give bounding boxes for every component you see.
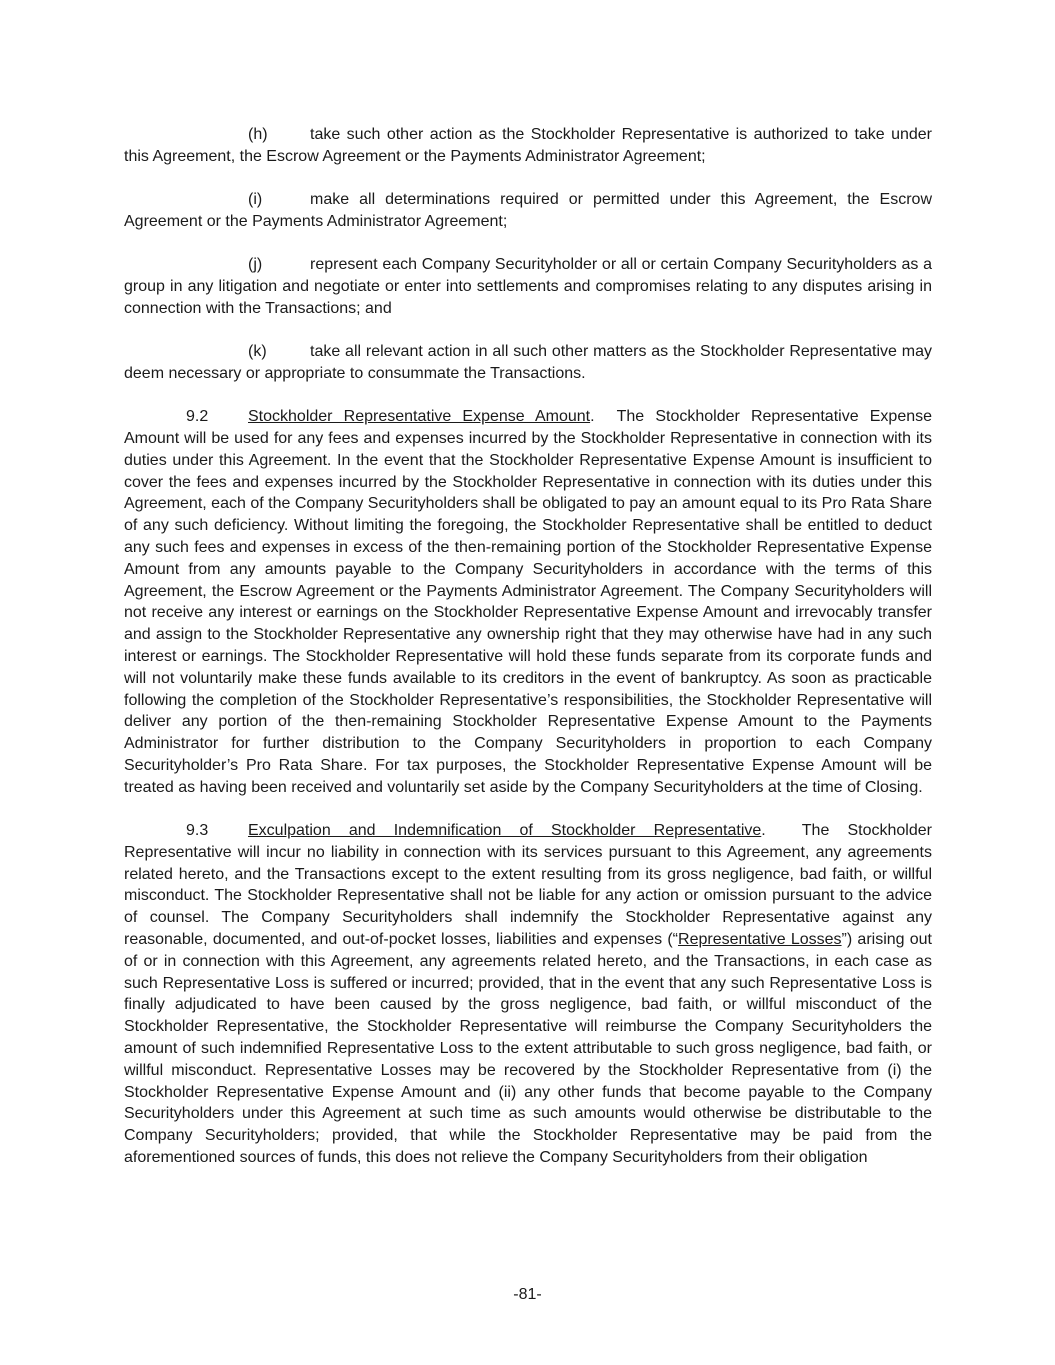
clause-text: take all relevant action in all such other matters as the Stockholder Representative may deem necessary or appropriate to consummate the Transactions.: [124, 343, 932, 382]
page-number: -81-: [513, 1286, 542, 1303]
section-number: 9.3: [186, 822, 209, 840]
section-body: The Stockholder Representative Expense Amount will be used for any fees and expenses incurred by the Stockholder Representative in connection with its duties under this Agreement. In the event that the Stockholder Representative Expense Amount is insufficient to cover the fees and expenses incurred by the Stockholder Representative in connection with its duties under this Agreement, each of the Company Securityholders shall be obligated to pay an amount equal to its Pro Rata Share of any such deficiency. Without limiting the foregoing, the Stockholder Representative shall be entitled to deduct any such fees and expenses in excess of the then-remaining portion of the Stockholder Representative Expense Amount from any amounts payable to the Company Securityholders in accordance with the terms of this Agreement, the Escrow Agreement or the Payments Administrator Agreement. The Company Securityholders will not receive any interest or earnings on the Stockholder Representative Expense Amount and irrevocably transfer and assign to the Stockholder Representative any ownership right that they may otherwise have had in any such interest or earnings. The Stockholder Representative will hold these funds separate from its corporate funds and will not voluntarily make these funds available to its creditors in the event of bankruptcy. As soon as practicable following the completion of the Stockholder Representative’s responsibilities, the Stockholder Representative will deliver any portion of the then-remaining Stockholder Representative Expense Amount to the Payments Administrator for further distribution to the Company Securityholders in proportion to each Company Securityholder’s Pro Rata Share. For tax purposes, the Stockholder Representative Expense Amount will be treated as having been received and voluntarily set aside by the Company Securityholders at the time of Closing.: [124, 408, 933, 796]
clause-h: [124, 124, 932, 168]
document-body: [124, 124, 932, 1190]
clause-text: take such other action as the Stockholder Representative is authorized to take under this Agreement, the Escrow Agreement or the Payments Administrator Agreement;: [124, 126, 932, 165]
clause-j: [124, 254, 932, 319]
section-body-part-2: ”) arising out of or in connection with this Agreement, any agreements related hereto, and the Transactions, in each case as such Representative Loss is suffered or incurred; provided, that in the event that any such Representative Loss is finally adjudicated to have been caused by the gross negligence, bad faith, or willful misconduct of the Stockholder Representative, the Stockholder Representative will reimburse the Company Securityholders the amount of such indemnified Representative Loss to the extent attributable to such gross negligence, bad faith, or willful misconduct. Representative Losses may be recovered by the Stockholder Representative from (i) the Stockholder Representative Expense Amount and (ii) any other funds that become payable to the Company Securityholders under this Agreement at such time as such amounts would otherwise be distributable to the Company Securityholders; provided, that while the Stockholder Representative may be paid from the aforementioned sources of funds, this does not relieve the Company Securityholders from their obligation: [124, 931, 933, 1166]
section-heading: Stockholder Representative Expense Amount: [248, 408, 591, 426]
section-number: 9.2: [186, 408, 209, 426]
section-heading: Exculpation and Indemnification of Stockholder Representative: [248, 822, 762, 840]
clause-label: (j): [248, 256, 263, 274]
clause-text: represent each Company Securityholder or all or certain Company Securityholders as a group in any litigation and negotiate or enter into settlements and compromises relating to any disputes arising in connection with the Transactions; and: [124, 256, 932, 317]
heading-punct: .: [761, 822, 766, 840]
clause-i: [124, 189, 932, 233]
heading-punct: .: [590, 408, 595, 426]
clause-k: [124, 341, 932, 385]
section-9-3: [124, 820, 932, 1169]
clause-label: (h): [248, 126, 268, 143]
clause-text: make all determinations required or permitted under this Agreement, the Escrow Agreement or the Payments Administrator Agreement;: [124, 191, 932, 230]
section-9-2: [124, 406, 932, 798]
clause-label: (k): [248, 343, 267, 361]
clause-label: (i): [248, 191, 263, 209]
section-body-part-1: The Stockholder Representative will incur no liability in connection with its services pursuant to this Agreement, any agreements related hereto, and the Transactions except to the extent resulting from its gross negligence, bad faith, or willful misconduct. The Stockholder Representative shall not be liable for any action or omission pursuant to the advice of counsel. The Company Securityholders shall indemnify the Stockholder Representative against any reasonable, documented, and out-of-pocket losses, liabilities and expenses (“: [124, 822, 932, 948]
defined-term: Representative Losses: [678, 931, 842, 948]
